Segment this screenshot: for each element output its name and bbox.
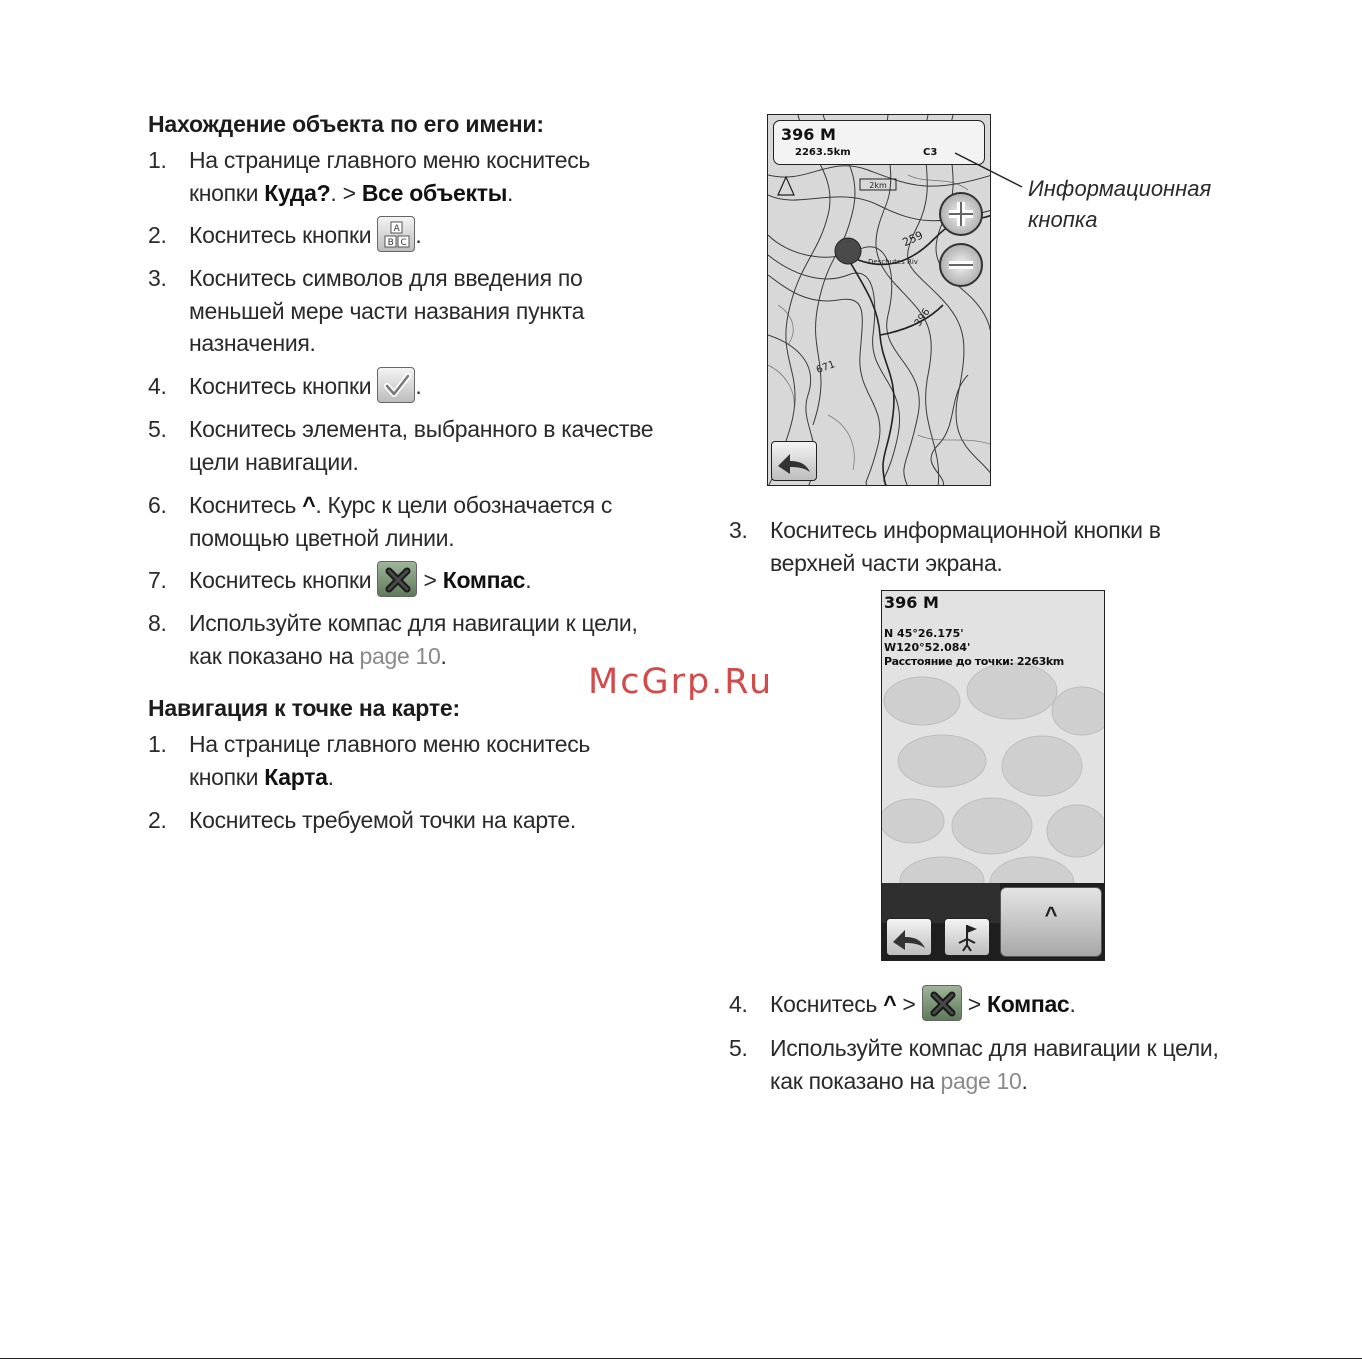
- step-text: [770, 514, 1161, 579]
- step-text: [189, 489, 612, 554]
- step-text: [189, 728, 590, 793]
- step-text-line: кнопки: [189, 179, 265, 206]
- compass-label: Компас: [442, 567, 526, 594]
- zoom-out-button[interactable]: [939, 243, 983, 287]
- step-number: 4.: [729, 991, 748, 1017]
- bottom-rule: [0, 1358, 1362, 1359]
- grid-readout: C3: [923, 147, 938, 158]
- step-7: [148, 564, 708, 604]
- where-to-label: Куда?: [264, 179, 331, 206]
- step-text-line: Коснитесь символов для введения по: [189, 265, 583, 291]
- section-heading-navigate-to-map-point: Навигация к точке на карте:: [148, 695, 460, 721]
- page-link[interactable]: page 10: [940, 1067, 1022, 1094]
- info-screenshot: [881, 590, 1105, 961]
- step-text: [189, 413, 653, 478]
- step-4: [148, 370, 708, 410]
- step-text-line: как показано на: [189, 642, 360, 669]
- all-objects-label: Все объекты: [361, 179, 508, 206]
- step-number: 8.: [148, 610, 167, 636]
- distance-to-point-readout: Расстояние до точки: 2263km: [884, 655, 1064, 668]
- step-text-line: верхней части экрана.: [770, 549, 1003, 576]
- compass-label: Компас: [986, 991, 1070, 1018]
- step-text-line: меньшей мере части названия пункта: [189, 297, 585, 324]
- map-label: Карта: [264, 763, 328, 790]
- step-number: 7.: [148, 567, 167, 593]
- step-text-line: Коснитесь кнопки: [189, 373, 378, 400]
- caret-label: ^: [302, 492, 316, 518]
- step-number: 4.: [148, 373, 167, 399]
- svg-text:B: B: [387, 238, 394, 248]
- step-text-sep: .: [327, 763, 334, 790]
- step-text-line: цели навигации.: [189, 448, 359, 475]
- back-arrow-icon: [772, 442, 816, 480]
- step-1: [148, 144, 708, 210]
- road-label: 396: [912, 306, 933, 329]
- step-text-line: кнопки: [189, 763, 265, 790]
- back-button[interactable]: [771, 441, 817, 481]
- keyboard-abc-icon: [377, 216, 415, 252]
- step-text: [770, 988, 1076, 1024]
- step-right-5: [729, 1032, 1329, 1098]
- step-text-line: Коснитесь: [770, 991, 884, 1018]
- step-text: [189, 607, 638, 672]
- svg-text:A: A: [393, 224, 400, 234]
- tools-x-icon: [922, 985, 962, 1021]
- step-number: 5.: [729, 1035, 748, 1061]
- step-text-line: На странице главного меню коснитесь: [189, 731, 591, 757]
- map-scale: 2km: [869, 181, 887, 190]
- svg-text:C: C: [400, 238, 407, 248]
- tools-x-icon: [377, 561, 417, 597]
- caret-up-icon: ^: [1044, 902, 1058, 927]
- step-text-sep: >: [417, 567, 443, 594]
- step-text: [189, 564, 531, 600]
- callout-line: [950, 145, 1030, 195]
- step-text-line: помощью цветной линии.: [189, 524, 455, 551]
- position-marker-icon: [835, 238, 861, 264]
- step-3: [148, 262, 708, 361]
- step-5: [148, 413, 708, 479]
- step-text-sep: .: [1021, 1067, 1028, 1094]
- step-map-2: [148, 804, 708, 838]
- step-text-sep: .: [440, 642, 447, 669]
- back-button[interactable]: [886, 918, 932, 956]
- step-text-sep: >: [961, 991, 987, 1018]
- elevation-readout: 396 M: [781, 125, 836, 144]
- info-button-callout: [1028, 173, 1211, 235]
- step-number: 5.: [148, 416, 167, 442]
- expand-up-button[interactable]: [1000, 887, 1102, 957]
- step-right-4: [729, 988, 1329, 1028]
- callout-line-1: Информационная: [1028, 176, 1212, 201]
- page-link[interactable]: page 10: [359, 642, 441, 669]
- zoom-in-button[interactable]: [939, 192, 983, 236]
- latitude-readout: N 45°26.175': [884, 627, 964, 640]
- step-text-sep: .: [1069, 991, 1076, 1018]
- elevation-readout: 396 M: [884, 593, 939, 612]
- back-arrow-icon: [887, 919, 931, 955]
- step-number: 3.: [729, 517, 748, 543]
- plus-icon: [941, 194, 981, 234]
- step-number: 2.: [148, 222, 167, 248]
- step-2: [148, 219, 708, 259]
- step-text-line: Коснитесь элемента, выбранного в качестве: [189, 416, 654, 442]
- go-flag-button[interactable]: [944, 918, 990, 956]
- step-text: Коснитесь требуемой точки на карте.: [189, 807, 576, 833]
- step-text: [189, 219, 421, 255]
- step-text-sep: . >: [330, 179, 362, 206]
- checkmark-icon: [377, 367, 415, 403]
- road-label: 671: [814, 359, 837, 377]
- step-text: [189, 262, 584, 360]
- info-readouts: [884, 593, 1064, 669]
- step-number: 2.: [148, 807, 167, 833]
- step-number: 1.: [148, 147, 167, 173]
- step-text-line: назначения.: [189, 330, 316, 356]
- step-text-sep: .: [507, 179, 514, 206]
- minus-icon: [941, 245, 981, 285]
- step-text-sep: >: [896, 991, 922, 1018]
- step-text: [770, 1032, 1219, 1097]
- callout-line-2: кнопка: [1028, 207, 1098, 232]
- step-text-line: Коснитесь кнопки: [189, 222, 378, 249]
- step-text: [189, 144, 590, 209]
- river-label: Deschutes Riv: [868, 258, 918, 266]
- section-heading-find-by-name: Нахождение объекта по его имени:: [148, 111, 544, 137]
- step-text-sep: .: [415, 222, 422, 249]
- step-text-line: . Курс к цели обозначается с: [315, 492, 613, 518]
- step-text-line: Используйте компас для навигации к цели,: [770, 1035, 1219, 1061]
- step-number: 6.: [148, 492, 167, 518]
- step-text-line: Используйте компас для навигации к цели,: [189, 610, 638, 636]
- watermark: McGrp.Ru: [588, 662, 774, 702]
- step-text-sep: .: [525, 567, 532, 594]
- caret-label: ^: [883, 991, 897, 1018]
- road-label: 259: [900, 228, 926, 250]
- step-text-sep: .: [415, 373, 422, 400]
- step-text-line: На странице главного меню коснитесь: [189, 147, 591, 173]
- step-6: [148, 489, 708, 555]
- step-map-1: [148, 728, 708, 794]
- step-number: 3.: [148, 265, 167, 291]
- step-text-line: Коснитесь: [189, 492, 303, 518]
- step-right-3: [729, 514, 1329, 580]
- step-text-line: как показано на: [770, 1067, 941, 1094]
- distance-readout: 2263.5km: [795, 147, 851, 158]
- longitude-readout: W120°52.084': [884, 641, 971, 654]
- step-number: 1.: [148, 731, 167, 757]
- step-text: [189, 370, 421, 406]
- step-text-line: Коснитесь информационной кнопки в: [770, 517, 1161, 543]
- step-text-line: Коснитесь кнопки: [189, 567, 378, 594]
- flag-person-icon: [945, 919, 989, 955]
